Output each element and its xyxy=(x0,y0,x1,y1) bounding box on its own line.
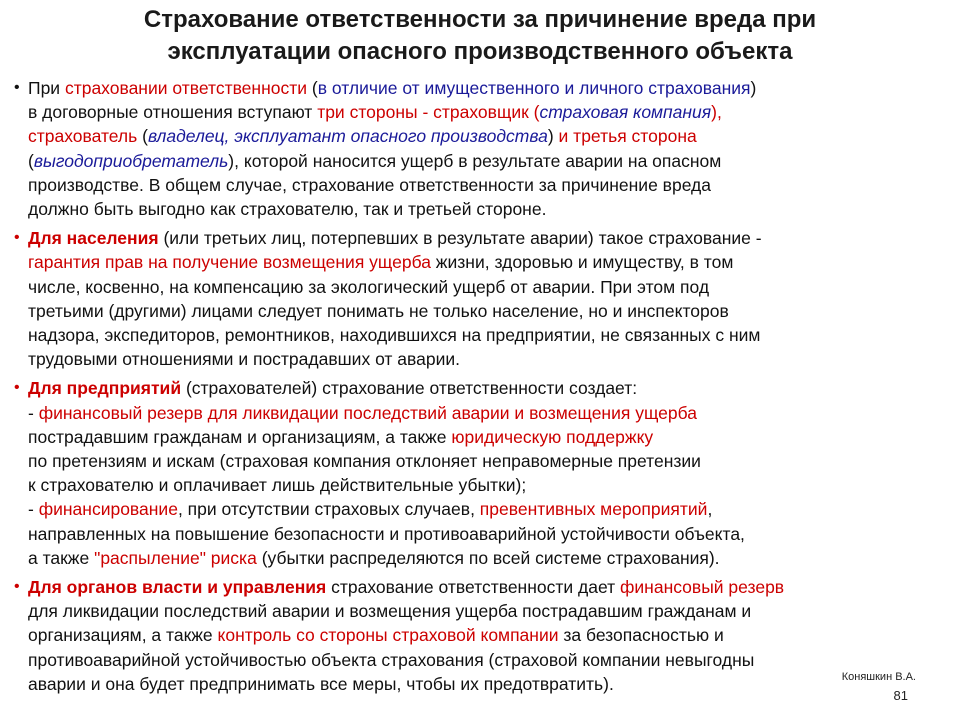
text-line: противоаварийной устойчивостью объекта страхования (страховой компании невыгодны xyxy=(28,649,755,670)
text-line: Для органов власти и управления страхование ответственности дает финансовый резерв xyxy=(28,577,785,598)
text-line: к страхователю и оплачивает лишь действительные убытки); xyxy=(28,475,527,496)
text-line: организациям, а также контроль со стороны страховой компании за безопасностью и xyxy=(28,625,724,646)
slide-title xyxy=(40,4,920,68)
text-line: Для населения (или третьих лиц, потерпевших в результате аварии) такое страхование - xyxy=(28,228,762,249)
text-line: - финансовый резерв для ликвидации последствий аварии и возмещения ущерба xyxy=(28,402,697,423)
title-line-2: эксплуатации опасного производственного объекта xyxy=(167,38,793,65)
bullet-for-enterprises xyxy=(14,376,944,570)
slide-content xyxy=(14,76,944,701)
bullet-dot-icon: • xyxy=(14,578,20,596)
text-line: для ликвидации последствий аварии и возмещения ущерба пострадавшим гражданам и xyxy=(28,601,752,622)
text-line: трудовыми отношениями и пострадавших от аварии. xyxy=(28,349,461,370)
text-line: Для предприятий (страхователей) страхование ответственности создает: xyxy=(28,378,638,399)
bullet-insurance-parties xyxy=(14,76,944,221)
text-line: страхователь (владелец, эксплуатант опасного производства) и третья сторона xyxy=(28,126,697,147)
bullet-for-population xyxy=(14,226,944,371)
bullet-dot-icon: • xyxy=(14,379,20,397)
text-line: гарантия прав на получение возмещения ущерба жизни, здоровью и имуществу, в том xyxy=(28,252,734,273)
text-line: надзора, экспедиторов, ремонтников, находившихся на предприятии, не связанных с ним xyxy=(28,325,761,346)
text-line: числе, косвенно, на компенсацию за экологический ущерб от аварии. При этом под xyxy=(28,276,710,297)
bullet-dot-icon: • xyxy=(14,79,20,96)
slide-footer xyxy=(842,670,916,703)
text-line: аварии и она будет предпринимать все меры, чтобы их предотвратить). xyxy=(28,673,614,694)
text-line: а также "распыление" риска (убытки распределяются по всей системе страхования). xyxy=(28,547,720,568)
text-line: в договорные отношения вступают три стороны - страховщик (страховая компания), xyxy=(28,102,722,123)
text-line: пострадавшим гражданам и организациям, а также юридическую поддержку xyxy=(28,426,654,447)
text-line: должно быть выгодно как страхователю, так и третьей стороне. xyxy=(28,199,547,220)
bullet-dot-icon: • xyxy=(14,229,20,247)
title-line-1: Страхование ответственности за причинение вреда при xyxy=(143,6,817,33)
text-line: по претензиям и искам (страховая компания отклоняет неправомерные претензии xyxy=(28,451,701,472)
author-name: Коняшкин В.А. xyxy=(841,671,916,683)
text-line: производстве. В общем случае, страхование ответственности за причинение вреда xyxy=(28,174,711,195)
page-number: 81 xyxy=(893,688,908,703)
text-line: третьими (другими) лицами следует понимать не только население, но и инспекторов xyxy=(28,300,729,321)
text-line: При страховании ответственности (в отличие от имущественного и личного страхования) xyxy=(28,78,757,98)
text-line: (выгодоприобретатель), которой наносится ущерб в результате аварии на опасном xyxy=(28,150,722,171)
bullet-for-authorities xyxy=(14,575,944,696)
text-line: - финансирование, при отсутствии страховых случаев, превентивных мероприятий, xyxy=(28,499,713,520)
text-line: направленных на повышение безопасности и противоаварийной устойчивости объекта, xyxy=(28,523,745,544)
